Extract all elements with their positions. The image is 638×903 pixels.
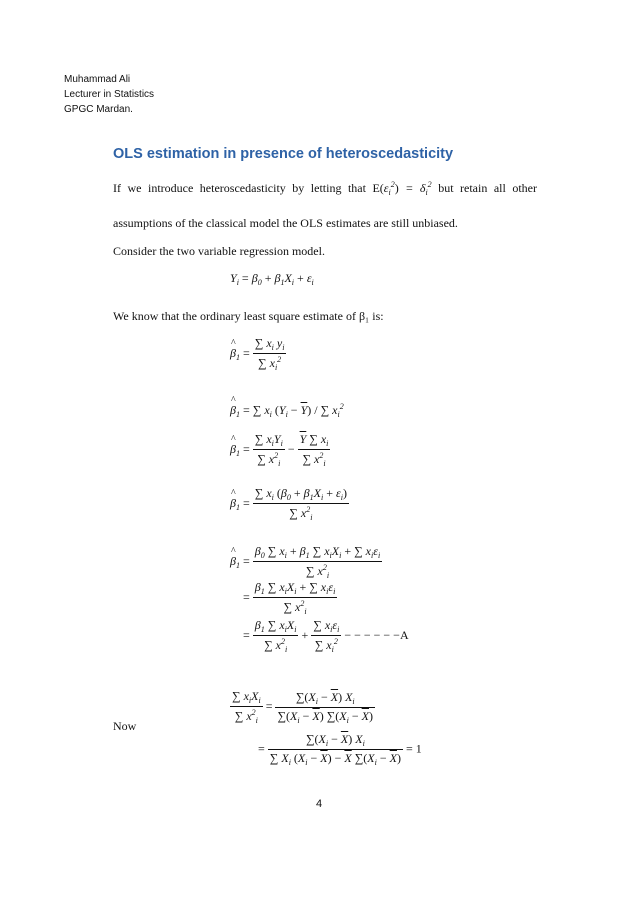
author-role: Lecturer in Statistics: [64, 89, 155, 100]
equation-beta-hat-3: ^ $\beta_1$ = $\frac{\sum x_iY_i}{\sum x^2_i}$ − $\frac{\overline{Y} \sum x_i}{\sum x^2_i}$: [230, 432, 330, 468]
para1-text-start: If we introduce heteroscedasticity by letting that E(: [113, 181, 384, 195]
equation-beta-hat-2: ^ $\beta_1$ = ∑ $x_i$ $(Y_i - \overline{Y})$ / ∑ $x_i^2$: [230, 402, 344, 419]
equation-beta-hat-5: ^ $\beta_1$ = $\frac{\beta_0 \sum x_i + \beta_1 \sum x_iX_i + \sum x_i\varepsilon_i}{\sum x^2_i}$: [230, 544, 382, 580]
page-number: 4: [315, 798, 323, 810]
author-institution: GPGC Mardan.: [64, 104, 133, 115]
paragraph-heteroscedasticity: [113, 180, 537, 197]
equation-now-ratio: $\frac{\sum x_iX_i}{\sum x^2_i}$ = $\frac{\sum(X_i - \overline{X}) X_i}{\sum(X_i - \overline{X}) \sum(X_i - \overline{X})}$: [232, 689, 373, 725]
equation-equals-one: = $\frac{\sum(X_i - \overline{X}) X_i}{\sum X_i (X_i - \overline{X}) - \overline{X} \sum(X_i - \overline{X})}$ = 1: [258, 732, 422, 767]
variance-expression: $\varepsilon_i^2) = \delta_i^2$: [383, 180, 432, 197]
paragraph-ols-estimate: We know that the ordinary least square estimate of β₁ is:: [113, 309, 384, 323]
equation-simplified-6: = $\frac{\beta_1 \sum x_iX_i + \sum x_i\varepsilon_i}{\sum x^2_i}$: [243, 580, 336, 616]
equals-one-label: = 1: [406, 741, 422, 756]
equation-beta-hat-1: ^ $\beta_1$ = $\frac{\sum x_i y_i}{\sum x_i^2}$: [230, 336, 286, 372]
dashes-label: − − − − − −A: [344, 627, 409, 642]
equation-result-A: = $\frac{\beta_1 \sum x_iX_i}{\sum x^2_i}$ + $\frac{\sum x_i\varepsilon_i}{\sum x_i^2}$ − − − − − −A: [243, 618, 409, 654]
now-label: Now: [113, 719, 137, 733]
regression-model-equation: $Y_i = \beta_0 + \beta_1X_i + \varepsilon_i$: [230, 271, 314, 287]
equation-beta-hat-4: ^ $\beta_1$ = $\frac{\sum x_i (\beta_0 + \beta_1X_i + \varepsilon_i)}{\sum x^2_i}$: [230, 486, 349, 522]
paragraph-assumptions: assumptions of the classical model the OLS estimates are still unbiased.: [113, 216, 458, 230]
para1-text-end: but retain all other: [438, 181, 537, 195]
section-title: OLS estimation in presence of heteroscedasticity: [113, 146, 454, 162]
paragraph-model-intro: Consider the two variable regression model.: [113, 244, 325, 258]
author-header: [64, 72, 154, 117]
author-name: Muhammad Ali: [64, 74, 131, 85]
